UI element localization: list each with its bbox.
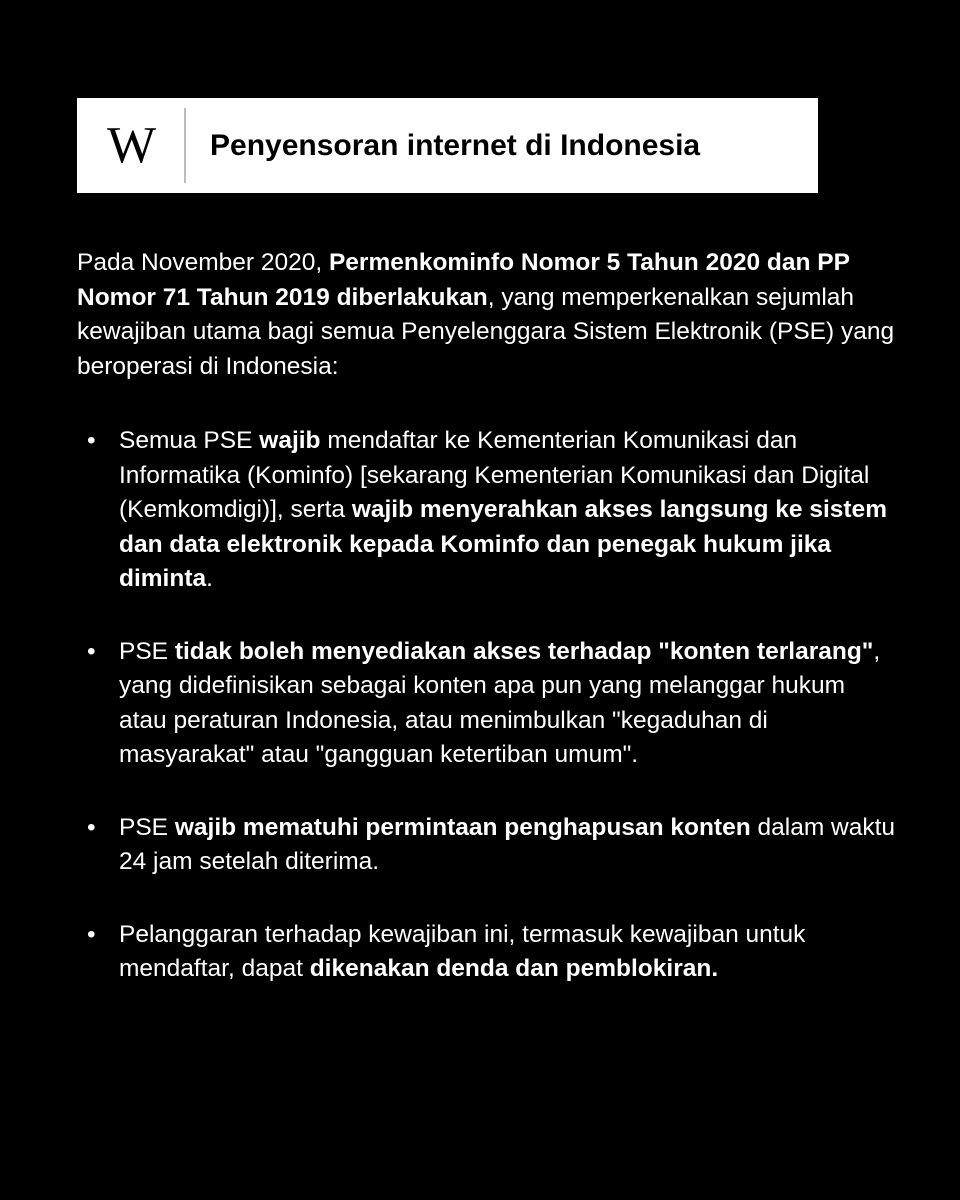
article-title: Penyensoran internet di Indonesia [210,128,701,162]
bullet-icon: • [87,637,96,665]
list-item [77,811,897,880]
item-bold-text: dikenakan denda dan pemblokiran. [309,955,719,982]
intro-text-continued: , yang memperkenalkan sejumlah kewajiban utama bagi semua Penyelenggara Sistem Elektronik (PSE) yang beroperasi di Indonesia: [77,283,895,380]
list-item [77,635,897,773]
bullet-icon: • [87,920,96,948]
intro-paragraph [77,246,897,384]
header-divider [184,108,186,183]
header-card [77,98,818,193]
item-text: mendaftar ke Kementerian Komunikasi dan Informatika (Kominfo) [sekarang Kementerian Komunikasi dan Digital (Kemkomdigi)], serta [119,427,870,523]
item-text: dalam waktu 24 jam setelah diterima. [119,813,896,875]
article-body [77,246,897,1025]
item-text: Pelanggaran terhadap kewajiban ini, termasuk kewajiban untuk mendaftar, dapat [119,920,806,982]
wikipedia-w-icon: W [106,116,151,174]
intro-bold-text: Permenkominfo Nomor 5 Tahun 2020 dan PP Nomor 71 Tahun 2019 diberlakukan [77,249,850,311]
wikipedia-logo [77,98,184,193]
bullet-icon: • [87,427,96,454]
intro-text: Pada November 2020, [77,249,329,276]
item-bold-text: wajib [259,427,321,454]
obligations-list [77,424,897,987]
item-bold-text: wajib mematuhi permintaan penghapusan konten [174,813,751,841]
list-item [77,424,897,597]
item-text: PSE [119,637,175,665]
item-text: Semua PSE [119,427,260,454]
item-text: , yang didefinisikan sebagai konten apa pun yang melanggar hukum atau peraturan Indonesia, atau menimbulkan "kegaduhan di masyarakat" atau "gangguan ketertiban umum". [119,637,881,768]
item-bold-text: tidak boleh menyediakan akses terhadap "konten terlarang" [174,637,874,665]
item-bold-text: wajib menyerahkan akses langsung ke sistem dan data elektronik kepada Kominfo dan penegak hukum jika diminta [119,496,887,592]
item-text: PSE [119,813,175,841]
bullet-icon: • [87,813,96,841]
list-item [77,918,897,987]
item-text: . [206,565,213,592]
